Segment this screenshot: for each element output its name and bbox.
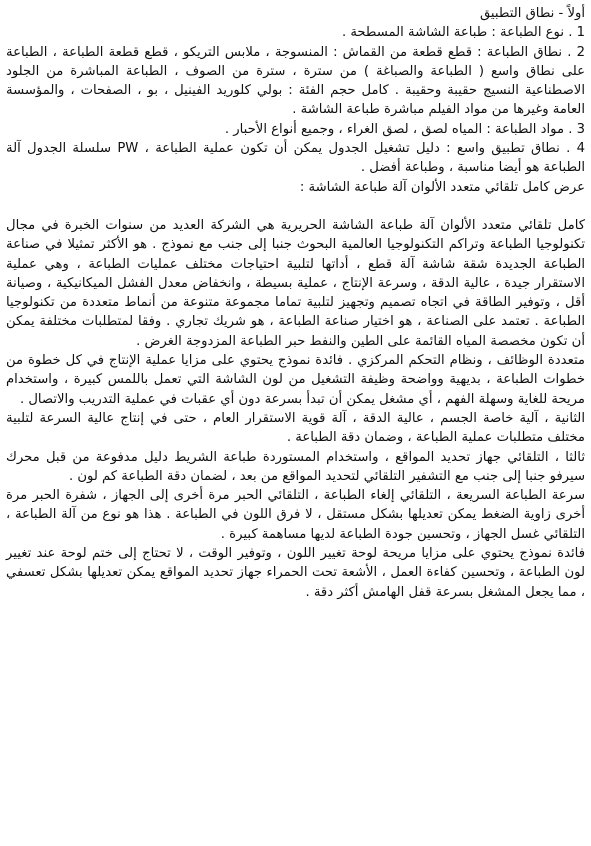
paragraph-print-speed: سرعة الطباعة السريعة ، التلقائي إلغاء الطباعة ، التلقائي الحبر مرة أخرى إلى الجهاز ، شفرة الحبر مرة أخرى زاوية الضغط يمكن تعديلها بشكل مستقل ، لا فرق اللون في الطباعة . هذا هو نوع من آلة الطباعة ، التلقائي غسل الجهاز ، وتحسين جودة الطباعة لديها مساهمة كبيرة . <box>6 488 585 542</box>
scope-item-wide-application: 4 . نطاق تطبيق واسع : دليل تشغيل الجدول يمكن أن تكون عملية الطباعة ، PW سلسلة الجدول آلة الطباعة هو أيضا مناسبة ، وطباعة أفضل . <box>6 141 585 176</box>
paragraph-color-change: فائدة نموذج يحتوي على مزايا مريحة لوحة تغيير اللون ، وتوفير الوقت ، لا تحتاج إلى ختم لوحة عند تغيير لون الطباعة ، وتحسين كفاءة العمل ، الأشعة تحت الحمراء جهاز تحديد المواقع يمكن تعديلها بشكل تعسفي ، مما يجعل المشغل بسرعة قفل الهامش أكثر دقة . <box>6 546 585 600</box>
scope-list <box>6 23 585 197</box>
section-heading: أولاً - نطاق التطبيق <box>479 6 585 21</box>
scope-item-materials: 3 . مواد الطباعة : المياه لصق ، لصق الغراء ، وجميع أنواع الأحبار . <box>224 121 585 137</box>
body-text <box>6 216 585 602</box>
paragraph-control-system: متعددة الوظائف ، ونظام التحكم المركزي . فائدة نموذج يحتوي على مزايا عملية الإنتاج في كل خطوة من خطوات الطباعة ، بديهية وواضحة وظيفة التشغيل من لون الشاشة التي تعمل باللمس كبيرة ، واستخدام مريحة للغاية وسهلة الفهم ، أي مشغل يمكن أن تبدأ بسرعة دون أي عقبات في عملية التدريب والاتصال . <box>6 353 585 407</box>
scope-item-print-type: 1 . نوع الطباعة : طباعة الشاشة المسطحة . <box>341 25 585 41</box>
intro-paragraph: كامل تلقائي متعدد الألوان آلة طباعة الشاشة الحريرية هي الشركة العديد من سنوات الخبرة في مجال تكنولوجيا الطباعة وتراكم التكنولوجيا العالمية البحوث جنبا إلى جنب مع نموذج . هو الأكثر تمثيلا في صناعة الطباعة الجديدة شقة شاشة آلة قطع ، أداتها لتلبية احتياجات مختلف عمليات الطباعة ، وهي عملية الاستقرار جيدة ، عالية الدقة ، وسرعة الإنتاج ، عملية بسيطة ، وانخفاض معدل الفشل الميكانيكية ، وصيانة أقل ، وتوفير الطاقة في اتجاه تصميم وتجهيز لتلبية تماما مجموعة متنوعة من أنماط متعددة من تكنولوجيا الطباعة . تعتمد على الصناعة ، هو اختيار صناعة الطباعة ، هو شريك تجاري . وفقا لمتطلبات مختلفة يمكن أن تكون مخصصة المياه القائمة على الطين والنفط حبر الطباعة المزدوجة الغرض . <box>6 217 585 349</box>
section-gap <box>6 197 585 216</box>
paragraph-body-mechanism: الثانية ، آلية خاصة الجسم ، عالية الدقة ، آلة قوية الاستقرار العام ، حتى في إنتاج عالية السرعة لتلبية مختلف متطلبات عملية الطباعة ، وضمان دقة الطباعة . <box>6 410 585 446</box>
scope-item-print-range: 2 . نطاق الطباعة : قطع قطعة من القماش : المنسوجة ، ملابس التريكو ، قطع قطعة الطباعة ، الطباعة على نطاق واسع ( الطباعة والصباغة ) من سترة ، سترة من الصوف ، الطباعة المباشرة من الجلود الاصطناعية النسيج حقيبة وحقيبة . كامل حجم الفئة : بولي كلوريد الفينيل ، بو ، الصفحات ، والمؤسسة العامة وغيرها من مواد الفيلم مباشرة طباعة الشاشة . <box>6 44 585 118</box>
display-heading: عرض كامل تلقائي متعدد الألوان آلة طباعة الشاشة : <box>299 179 585 195</box>
paragraph-positioning: ثالثا ، التلقائي جهاز تحديد المواقع ، واستخدام المستوردة طباعة الشريط دليل مدفوعة من قبل محرك سيرفو جنبا إلى جنب مع التشفير التلقائي لتحديد المواقع من بعد ، لضمان دقة الطباعة كم لون . <box>6 449 585 484</box>
